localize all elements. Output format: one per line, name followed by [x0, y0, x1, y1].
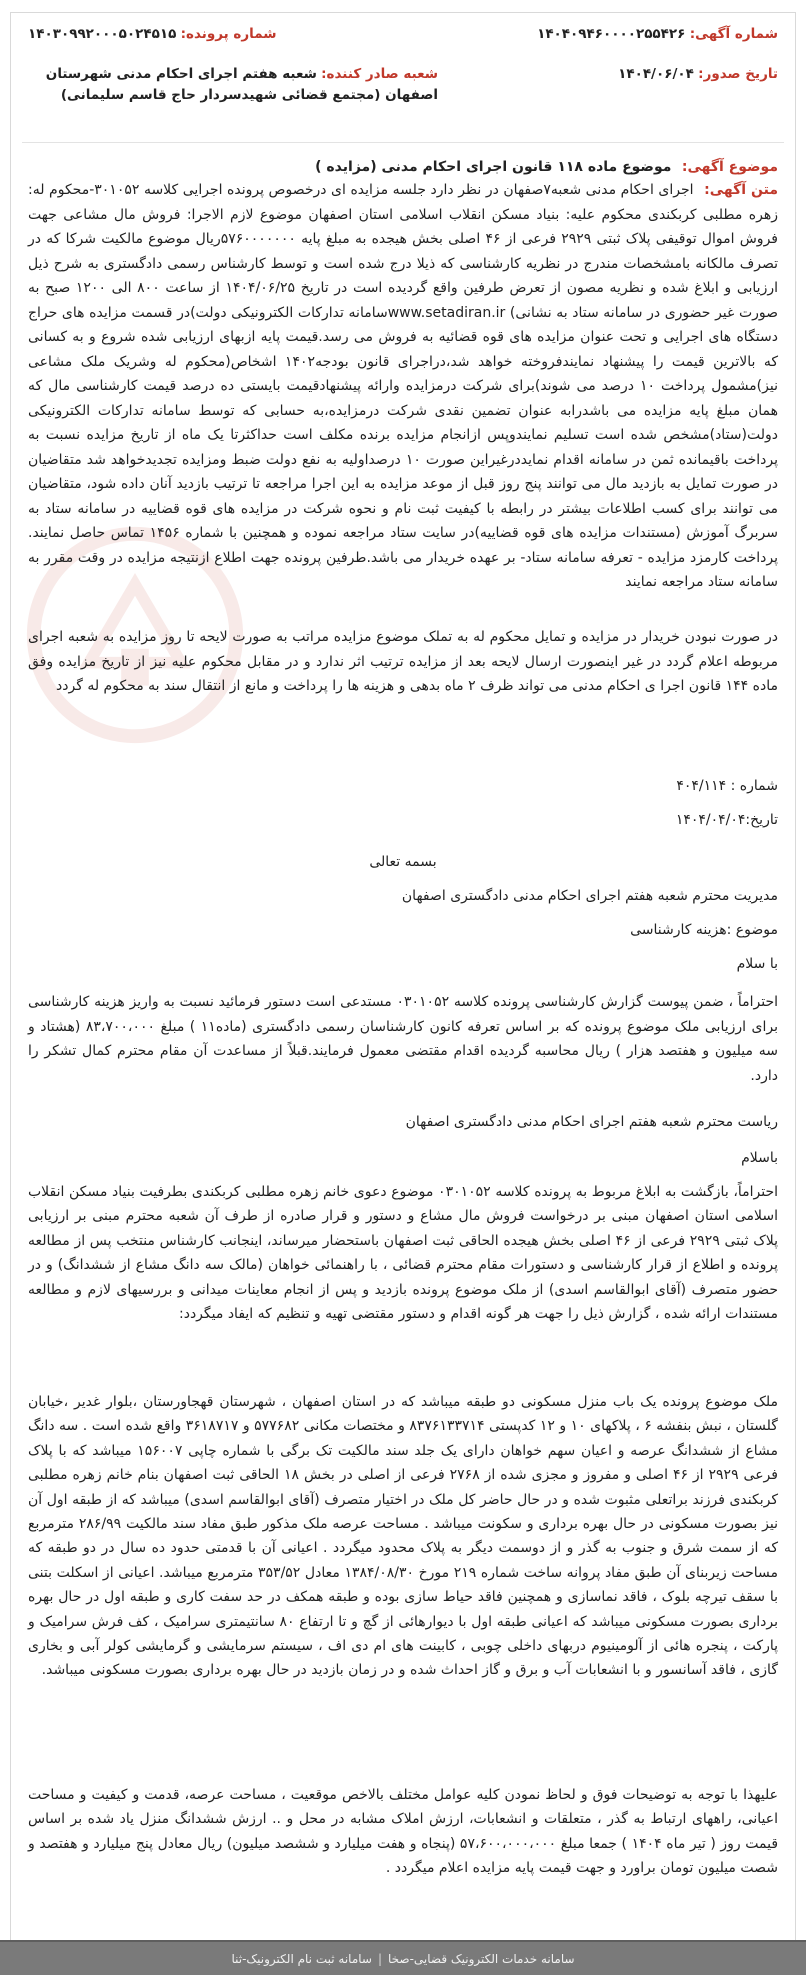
- letter-greeting-2: باسلام: [741, 1150, 778, 1166]
- footer-bar: [0, 1940, 806, 1975]
- footer-link-sakha[interactable]: سامانه خدمات الکترونیک قضایی-صخا: [388, 1951, 575, 1966]
- letter-subject: موضوع :هزینه کارشناسی: [630, 922, 778, 938]
- issuer-name: شعبه هفتم اجرای احکام مدنی شهرستان اصفهان (مجتمع قضائی شهیدسردار حاج قاسم سلیمانی): [45, 66, 438, 103]
- subject-row: [28, 156, 778, 178]
- letter-greeting: با سلام: [736, 956, 778, 972]
- header-divider: [22, 142, 784, 143]
- footer-link-sana[interactable]: سامانه ثبت نام الکترونیک-ثنا: [231, 1951, 372, 1966]
- issuer-label: شعبه صادر کننده:: [321, 66, 438, 82]
- ad-number: ۱۴۰۴۰۹۴۶۰۰۰۰۲۵۵۴۲۶: [537, 26, 686, 42]
- issue-date: ۱۴۰۴/۰۶/۰۴: [618, 66, 694, 82]
- letter-number: شماره : ۴۰۴/۱۱۴: [676, 778, 778, 794]
- basmala: بسمه تعالی: [369, 854, 437, 870]
- footer-separator: |: [377, 1951, 382, 1966]
- buyer-absence-paragraph: در صورت نبودن خریدار در مزایده و تمایل محکوم له به تملک موضوع مزایده مراتب به صورت لایحه تا روز مزایده به شعبه اجرای مربوطه اعلام گردد در غیر اینصورت ارسال لایحه بعد از مزایده ترتیب اثر ندارد و در مقابل محکوم علیه نیز از تاریخ مزایده وفق ماده ۱۴۴ قانون اجرا ی احکام مدنی می تواند ظرف ۲ ماه بدهی و هزینه ها را پرداخت و مانع از انتقال سند به محکوم له گردد: [28, 629, 778, 694]
- case-number-label: شماره پرونده:: [180, 26, 277, 42]
- letter-addressee: مدیریت محترم شعبه هفتم اجرای احکام مدنی دادگستری اصفهان: [401, 888, 778, 904]
- header-row-2: [28, 64, 778, 106]
- letter-date: تاریخ:۱۴۰۴/۰۴/۰۴: [675, 812, 778, 828]
- header-row-1: [28, 24, 778, 44]
- subject-value: موضوع ماده ۱۱۸ قانون اجرای احکام مدنی (مزایده ): [315, 159, 672, 175]
- notice-body: [28, 178, 778, 595]
- letter-paragraph-3: ملک موضوع پرونده یک باب منزل مسکونی دو طبقه میباشد که در استان اصفهان ، شهرستان قهجاورستان ،بلوار غدیر ،خیابان گلستان ، نبش بنفشه ۶ ، پلاکهای ۱۰ و ۱۲ کدپستی ۸۳۷۶۱۳۳۷۱۴ و مختصات مکانی ۵۷۷۶۸۲ و ۳۶۱۸۷۱۷ واقع شده است . سه دانگ مشاع از ششدانگ عرصه و اعیان سهم خواهان دارای یک جلد سند مالکیت تک برگی با شماره چاپی ۱۵۶۰۰۷ میباشد که با پلاک فرعی ۲۹۲۹ از ۴۶ اصلی و مفروز و مجزی شده از ۲۷۶۸ فرعی از اصلی در بخش ۱۸ الحاقی ثبت اصفهان بنام خانم زهره مطلبی کربکندی فرزند براتعلی مثبوت شده و در حال حاضر کل ملک در اختیار متصرف (آقای ابوالقاسم اسدی) میباشد که از طبقه اول آن نیز بصورت مسکونی در حال بهره برداری و سکونت میباشد . مساحت عرصه ملک مذکور طبق مفاد سند مالکیت ۲۸۶/۹۹ مترمربع که از سمت شرق و جنوب به گذر و از دوسمت دیگر به پلاک محدود میگردد . اعیانی آن با قدمتی حدود ده سال در دو طبقه که مساحت زیربنای آن طبق مفاد پروانه ساخت شماره ۲۱۹ مورخ ۱۳۸۴/۰۸/۳۰ معادل ۳۵۳/۵۲ مترمربع میباشد. اعیانی از اسکلت بتنی با سقف تیرچه بلوک ، فاقد نماسازی و همچنین فاقد حیاط سازی بوده و طبقه همکف در حد سفت کاری و طبقه اول در حال بهره برداری بصورت مسکونی میباشد که اعیانی طبقه اول با دیوارهائی از گچ و تا ارتفاع ۸۰ سانتیمتری سرامیک ، کف فرش سرامیک و پارکت ، پنجره هائی از آلومینیوم دربهای داخلی چوبی ، کابینت های ام دی اف ، سیستم سرمایشی و گرمایشی کولر آبی و بخاری گازی ، فاقد آسانسور و با انشعابات آب و برق و گاز احداث شده و در زمان بازدید در حال بهره برداری بصورت مسکونی میباشد.: [28, 1394, 778, 1679]
- body-text: اجرای احکام مدنی شعبه۷صفهان در نظر دارد جلسه مزایده ای درخصوص پرونده اجرایی کلاسه ۳۰۱۰۵۲-محکوم له: زهره مطلبی کربکندی محکوم علیه: بنیاد مسکن انقلاب اسلامی استان اصفهان موضوع لازم الاجرا: فروش مال مشاعی جهت فروش اموال توقیفی پلاک ثبتی ۲۹۲۹ فرعی از ۴۶ اصلی بخش هیجده به مبلغ پایه ۵۷۶۰۰۰۰۰۰۰ریال موضوع مالکیت شرکا که در تصرف مالکانه بامشخصات مندرج در نظریه کارشناسی که ذیلا درج شده است و توسط کارشناس رسمی دادگستری به شرح ذیل ارزیابی و ابلاغ شده و نظریه مصون از تعرض طرفین واقع گردیده است در تاریخ ۱۴۰۴/۰۶/۲۵ از ساعت ۸۰۰ الی ۱۲۰۰ صبح به صورت غیر حضوری در سامانه ستاد به نشانی) www.setadiran.irسامانه تدارکات الکترونیکی دولت)در قسمت مزایده های حراج دستگاه های اجرایی و تحت عنوان مزایده های قوه قضائیه به فروش می رسد.قیمت پایه ازبهای ارزیابی شده شروع و به کسانی که بالاترین قیمت را پیشنهاد نمایندفروخته خواهد شد،دراجرای قانون بودجه۱۴۰۲ اشخاص(محکوم له وشریک ملک مشاعی نیز)مشمول پرداخت ۱۰ درصد می شوند)برای شرکت درمزایده وارائه پیشنهادقیمت بایستی ده درصد قیمت کارشناسی مال که همان مبلغ پایه مزایده می باشدرابه عنوان تضمین نقدی شرکت درمزایده،به حسابی که توسط سامانه تدارکات الکترونیکی دولت(ستاد)مشخص شده است تسلیم نمایندوپس ازانجام مزایده برنده مکلف است حداکثرتا یک ماه از تاریخ مزایده نسبت به پرداخت باقیمانده ثمن در سامانه اقدام نمایددرغیراین صورت ۱۰ درصداولیه به نفع دولت ضبط ومزایده تجدیدخواهد شد متقاضیان در صورت تمایل به بازدید مال می توانند پنج روز قبل از موعد مزایده به این اجرا مراجعه تا ترتیب بازدید آنان داده شود، متقاضیان می توانند برای کسب اطلاعات بیشتر در رابطه با کیفیت ثبت نام و نحوه شرکت در مزایده های قوه قضاییه در سامانه ستاد به سربرگ آموزش (مستندات مزایده های قوه قضاییه)در سایت ستاد مراجعه نموده و همچنین با شماره ۱۴۵۶ تماس حاصل نمایند. پرداخت کارمزد مزایده - تعرفه سامانه ستاد- بر عهده خریدار می باشد.طرفین پرونده جهت اطلاع ازنتیجه مزایده در وقت مقرر به سامانه ستاد مراجعه نمایند: [28, 182, 779, 590]
- issue-date-label: تاریخ صدور:: [698, 66, 778, 82]
- letter-paragraph-2: احتراماً، بازگشت به ابلاغ مربوط به پرونده کلاسه ۰۳۰۱۰۵۲ موضوع دعوی خانم زهره مطلبی کربکندی بطرفیت بنیاد مسکن انقلاب اسلامی استان اصفهان مبنی بر درخواست فروش مال مشاع و دستور و قرار صادره از طرف آن شعبه محترم مبنی بر ارزیابی پلاک ثبتی ۲۹۲۹ فرعی از ۴۶ اصلی بخش هیجده الحاقی ثبت اصفهان باستحضار میرساند، اینجانب کارشناس منتخب پس از مطالعه پرونده و اطلاع از قرار کارشناسی و دستورات مقام محترم قضائی ، با راهنمائی خواهان (مالک سه دانگ مشاع از ششدانگ) و در حضور متصرف (آقای ابوالقاسم اسدی) از ملک موضوع پرونده بازدید و پس از انجام معاینات میدانی و بررسیهای لازم و مطالعه مستندات ارائه شده ، گزارش ذیل را جهت هر گونه اقدام و دستور مقتضی تهیه و تنظیم که ایفاد میگردد:: [28, 1184, 779, 1323]
- letter-paragraph-4: علیهذا با توجه به توضیحات فوق و لحاظ نمودن کلیه عوامل مختلف بالاخص موقعیت ، مساحت عرصه، قدمت و کیفیت و مساحت اعیانی، راههای ارتباط به گذر ، متعلقات و انشعابات، ارزش املاک مشابه در محل و .. ارزش ششدانگ منزل یاد شده بر اساس قیمت روز ( تیر ماه ۱۴۰۴ ) جمعا مبلغ ۵۷،۶۰۰،۰۰۰،۰۰۰ (پنجاه و هفت میلیارد و ششصد میلیون) ریال معادل پنج میلیارد و هفتصد و شصت میلیون تومان براورد و جهت قیمت پایه مزایده اعلام میگردد .: [28, 1787, 779, 1877]
- ad-number-label: شماره آگهی:: [689, 26, 778, 42]
- letter-paragraph-1: احتراماً ، ضمن پیوست گزارش کارشناسی پرونده کلاسه ۰۳۰۱۰۵۲ مستدعی است دستور فرمائید نسبت به واریز هزینه کارشناسی برای ارزیابی ملک موضوع پرونده که بر اساس تعرفه کانون کارشناسان رسمی دادگستری (ماده۱۱ ) مبلغ ۸۳،۷۰۰،۰۰۰ (هشتاد و سه میلیون و هفتصد هزار ) ریال محاسبه گردیده اقدام مقتضی معمول فرمایند.قبلاً از مساعدت آن مقام محترم کمال تشکر را دارد.: [28, 994, 778, 1084]
- case-number: ۱۴۰۳۰۹۹۲۰۰۰۵۰۲۴۵۱۵: [28, 26, 177, 42]
- body-label: متن آگهی:: [704, 182, 778, 198]
- subject-label: موضوع آگهی:: [681, 159, 778, 175]
- letter-addressee-2: ریاست محترم شعبه هفتم اجرای احکام مدنی دادگستری اصفهان: [405, 1114, 778, 1130]
